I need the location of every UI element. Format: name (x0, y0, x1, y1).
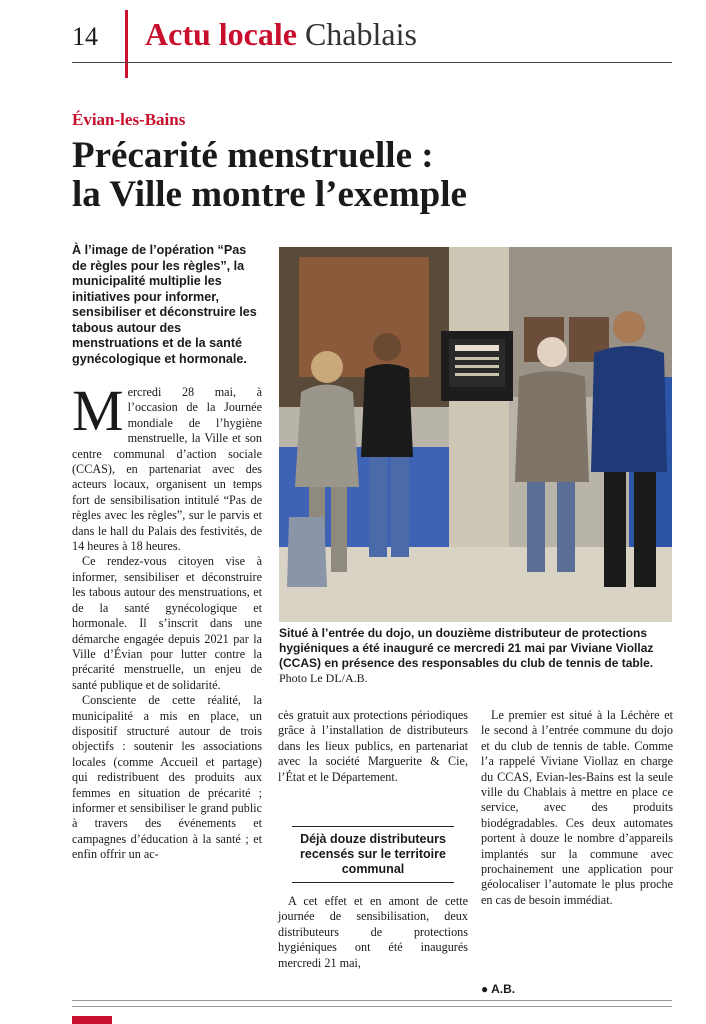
drop-cap: M (72, 378, 124, 443)
paragraph-2: Ce rendez-vous citoyen vise à informer, sensibiliser et déconstruire les tabous autour des menstruations, et de la santé gynécologique et hormonale. Il s’inscrit dans une démarche engagée depuis 2021 par la Ville d’Évian pour lutter contre la précarité menstruelle, un enjeu de santé publique et de solidarité. (72, 554, 262, 692)
paragraph-1: Mercredi 28 mai, à l’occasion de la Journée mondiale de l’hygiène menstruelle, la Ville et son centre communal d’action sociale (CCAS), en partenariat avec des acteurs locaux, organisent un temps fort de sensibilisation intitulé “Pas de règles avec les règles”, sur le parvis et dans le hall du Palais des festivités, de 14 heures à 18 heures. (72, 378, 262, 554)
section-title: Actu locale (145, 16, 297, 52)
article-column-1 (72, 378, 262, 863)
article-headline (72, 136, 682, 214)
footer-rule-2 (72, 1006, 672, 1007)
author-signature: ● A.B. (481, 982, 516, 996)
article-lead: À l’image de l’opération “Pas de règles pour les règles”, la municipalité multiplie les initiatives pour informer, sensibiliser et déconstruire les tabous autour des menstruations et de la santé gynécologique et hormonale. (72, 243, 257, 366)
headline-line-2: la Ville montre l’exemple (72, 174, 467, 215)
section-region: Chablais (304, 16, 417, 52)
photo-caption (279, 626, 672, 686)
page-number: 14 (72, 22, 98, 51)
paragraph-4: cès gratuit aux protections périodiques grâce à l’installation de distributeurs dans les lieux publics, en partenariat avec la société Marguerite & Cie, l’État et le Département. (278, 708, 468, 784)
headline-line-1: Précarité menstruelle : (72, 135, 434, 176)
article-column-2-continued (278, 894, 468, 971)
header-rule (72, 62, 672, 63)
article-intertitle: Déjà douze distributeurs recensés sur le territoire communal (292, 826, 454, 883)
article-kicker: Évian-les-Bains (72, 110, 186, 129)
footer-rule-1 (72, 1000, 672, 1001)
footer-accent (72, 1016, 112, 1024)
paragraph-6: Le premier est situé à la Léchère et le second à l’entrée commune du dojo et du club de tennis de table. Comme l’a rappelé Viviane Viollaz en charge du CCAS, Evian-les-Bains est la seule ville du Chablais à mettre en place ce service, avec des produits biodégradables. Ces deux automates portent à douze le nombre d’appareils implantés sur la commune avec prochainement une application pour géolocaliser l’automate le plus proche en cas de besoin immédiat. (481, 708, 673, 907)
caption-text: Situé à l’entrée du dojo, un douzième distributeur de protections hygiéniques a été inauguré ce mercredi 21 mai par Viviane Viollaz (CCAS) en présence des responsables du club de tennis de table. (279, 626, 654, 670)
article-column-2 (278, 708, 468, 785)
paragraph-3: Consciente de cette réalité, la municipalité a mis en place, un dispositif structuré autour de trois objectifs : soutenir les associations locales (comme Accueil et partage) qui redistribuent des produits aux femmes en situation de précarité ; informer et sensibiliser le grand public à travers des événements et campagnes d’éducation à la santé ; et enfin offrir un ac- (72, 693, 262, 862)
photo-credit: Photo Le DL/A.B. (279, 671, 368, 685)
article-column-3 (481, 708, 673, 908)
paragraph-5: A cet effet et en amont de cette journée de sensibilisation, deux distributeurs de protections hygiéniques ont été inaugurés mercredi 21 mai, (278, 894, 468, 970)
photo-illustration (279, 247, 672, 622)
article-photo (279, 247, 672, 622)
section-header (145, 16, 417, 53)
section-divider-bar (125, 10, 128, 78)
